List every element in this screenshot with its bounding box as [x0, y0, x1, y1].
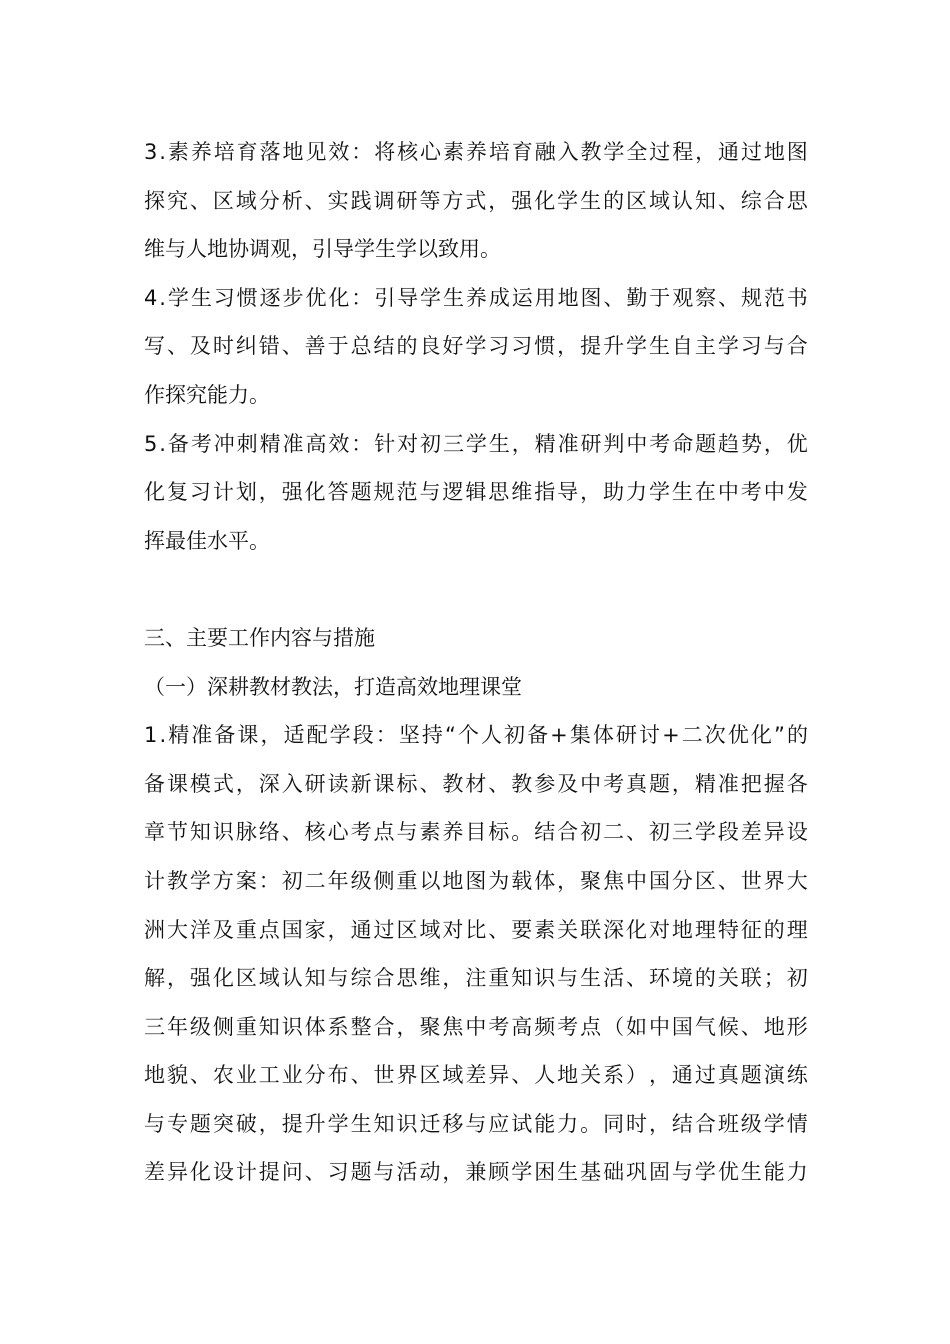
- text-line: 三 年 级 侧 重 知 识 体 系 整 合 ， 聚 焦 中 考 高 频 考 点 （ 如 中 国 气 候 、 地 形: [144, 1014, 808, 1039]
- text-line: 差 异 化 设 计 提 问 、 习 题 与 活 动 ， 兼 顾 学 困 生 基 础 巩 固 与 学 优 生 能 力: [144, 1160, 808, 1185]
- text-line: 化 复 习 计 划 ， 强 化 答 题 规 范 与 逻 辑 思 维 指 导 ， 助 力 学 生 在 中 考 中 发: [144, 480, 808, 505]
- text-line: 与 专 题 突 破 ， 提 升 学 生 知 识 迁 移 与 应 试 能 力 。 同 时 ， 结 合 班 级 学 情: [144, 1111, 808, 1136]
- text-line: 维与人地协调观，引导学生学以致用。: [144, 237, 501, 262]
- text-line: 解 ， 强 化 区 域 认 知 与 综 合 思 维 ， 注 重 知 识 与 生 活 、 环 境 的 关 联 ； 初: [144, 966, 808, 991]
- text-line: 1 . 精 准 备 课 ， 适 配 学 段 ： 坚 持 “ 个 人 初 备 + 集 体 研 讨 + 二 次 优 化 ” 的: [144, 723, 808, 748]
- paragraph-point-4: [144, 274, 808, 420]
- text-line: 地 貌 、 农 业 工 业 分 布 、 世 界 区 域 差 异 、 人 地 关 系 ） ， 通 过 真 题 演 练: [144, 1063, 808, 1088]
- text-line: 4 . 学 生 习 惯 逐 步 优 化 ： 引 导 学 生 养 成 运 用 地 图 、 勤 于 观 察 、 规 范 书: [144, 285, 808, 310]
- blank-line: [144, 565, 808, 614]
- paragraph-point-3: [144, 128, 808, 274]
- text-line: 探 究 、 区 域 分 析 、 实 践 调 研 等 方 式 ， 强 化 学 生 的 区 域 认 知 、 综 合 思: [144, 188, 808, 213]
- text-line: 3 . 素 养 培 育 落 地 见 效 ： 将 核 心 素 养 培 育 融 入 教 学 全 过 程 ， 通 过 地 图: [144, 140, 808, 164]
- text-line: 计 教 学 方 案 ： 初 二 年 级 侧 重 以 地 图 为 载 体 ， 聚 焦 中 国 分 区 、 世 界 大: [144, 868, 808, 893]
- text-line: 5 . 备 考 冲 刺 精 准 高 效 ： 针 对 初 三 学 生 ， 精 准 研 判 中 考 命 题 趋 势 ， 优: [144, 431, 808, 456]
- text-line: 写 、 及 时 纠 错 、 善 于 总 结 的 良 好 学 习 习 惯 ， 提 升 学 生 自 主 学 习 与 合: [144, 334, 808, 359]
- paragraph-point-5: [144, 420, 808, 566]
- section-heading: 三、主要工作内容与措施: [144, 625, 375, 650]
- subsection-heading: （一）深耕教材教法，打造高效地理课堂: [144, 674, 522, 699]
- text-line: 洲 大 洋 及 重 点 国 家 ， 通 过 区 域 对 比 、 要 素 关 联 深 化 对 地 理 特 征 的 理: [144, 917, 808, 942]
- text-line: 作探究能力。: [144, 382, 270, 407]
- text-line: 章 节 知 识 脉 络 、 核 心 考 点 与 素 养 目 标 。 结 合 初 二 、 初 三 学 段 差 异 设: [144, 820, 808, 845]
- text-line: 挥最佳水平。: [144, 528, 270, 553]
- text-line: 备 课 模 式 ， 深 入 研 读 新 课 标 、 教 材 、 教 参 及 中 考 真 题 ， 精 准 把 握 各: [144, 771, 808, 796]
- document-body: [144, 128, 808, 1197]
- paragraph-item-1: [144, 711, 808, 1197]
